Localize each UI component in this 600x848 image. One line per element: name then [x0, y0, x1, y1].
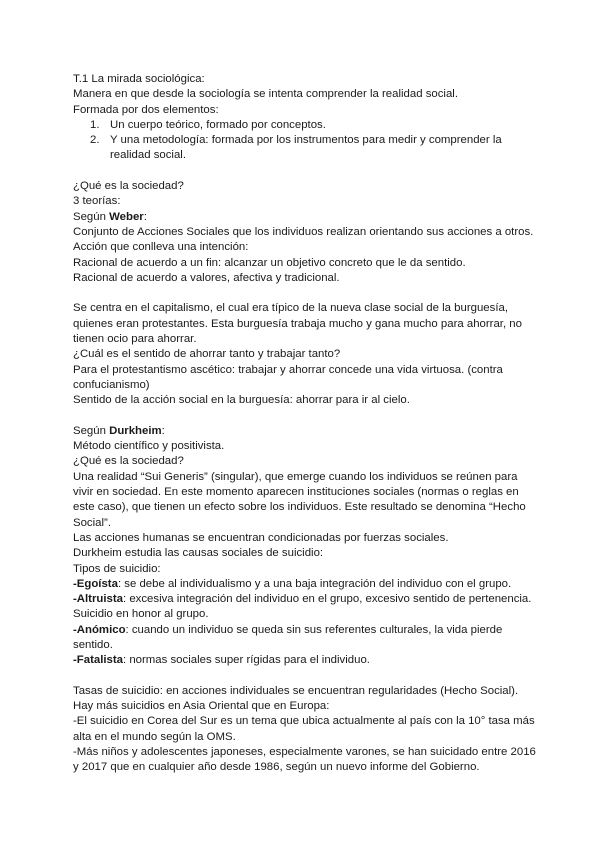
term-definition: : excesiva integración del individuo en el grupo, excesivo sentido de pertenencia. [123, 593, 532, 606]
spacer [73, 409, 529, 424]
paragraph-line: este caso), que tienen un efecto sobre los individuos. Este resultado se denomina “Hecho [73, 501, 526, 514]
spacer [73, 164, 529, 179]
term-label: -Anómico [73, 623, 126, 636]
paragraph-line: ¿Qué es la sociedad? [73, 455, 184, 468]
paragraph-line: Conjunto de Acciones Sociales que los individuos realizan orientando sus acciones a otros. [73, 225, 534, 238]
paragraph-line: Suicidio en honor al grupo. [73, 608, 209, 621]
paragraph-line: ¿Cuál es el sentido de ahorrar tanto y trabajar tanto? [73, 348, 341, 361]
paragraph-line: Manera en que desde la sociología se intenta comprender la realidad social. [73, 88, 458, 101]
paragraph-line: confucianismo) [73, 378, 150, 391]
paragraph-line: Formada por dos elementos: [73, 103, 219, 116]
paragraph-line: Hay más suicidios en Asia Oriental que en Europa: [73, 700, 330, 713]
paragraph-line: Una realidad “Sui Generis” (singular), que emerge cuando los individuos se reúnen para [73, 470, 518, 483]
term-definition: : cuando un individuo se queda sin sus referentes culturales, la vida pierde [125, 623, 503, 636]
paragraph-line: Racional de acuerdo a valores, afectiva y tradicional. [73, 271, 340, 284]
paragraph-line: Racional de acuerdo a un fin: alcanzar un objetivo concreto que le da sentido. [73, 256, 466, 269]
paragraph-line: Acción que conlleva una intención: [73, 241, 249, 254]
paragraph-line: Social”. [73, 516, 111, 529]
list-item [73, 133, 529, 164]
paragraph-line: -Más niños y adolescentes japoneses, especialmente varones, se han suicidado entre 2016 [73, 746, 536, 759]
spacer [73, 286, 529, 301]
spacer [73, 669, 529, 684]
term-label: -Altruista [73, 593, 123, 606]
paragraph-line: Tipos de suicidio: [73, 562, 161, 575]
paragraph-line: Sentido de la acción social en la burguesía: ahorrar para ir al cielo. [73, 394, 410, 407]
term-label: -Fatalista [73, 654, 124, 667]
section-title: T.1 La mirada sociológica: [73, 73, 205, 85]
list-item-text: Un cuerpo teórico, formado por conceptos. [110, 118, 326, 131]
term-definition: : se debe al individualismo y a una baja integración del individuo con el grupo. [117, 577, 512, 590]
question-heading: ¿Qué es la sociedad? [73, 180, 184, 193]
paragraph-line: y 2017 que en cualquier año desde 1986, según un nuevo informe del Gobierno. [73, 761, 480, 774]
list-item [73, 118, 529, 133]
paragraph-line: tienen ocio para ahorrar. [73, 333, 197, 346]
paragraph-line: sentido. [73, 638, 113, 651]
list-item-text: Y una metodología: formada por los instrumentos para medir y comprender la [110, 134, 502, 147]
list-number: 2. [90, 134, 100, 147]
paragraph-line: Método científico y positivista. [73, 440, 225, 453]
heading-suffix: : [143, 210, 147, 223]
durkheim-heading [73, 424, 529, 439]
numbered-list [73, 118, 529, 164]
durkheim-name: Durkheim [109, 424, 162, 437]
paragraph-line: Se centra en el capitalismo, el cual era típico de la nueva clase social de la burguesía, [73, 302, 508, 315]
suicide-type-altruista [73, 592, 532, 607]
paragraph-line: alta en el mundo según la OMS. [73, 730, 236, 743]
suicide-type-egoista [73, 577, 529, 592]
term-definition: : normas sociales super rígidas para el individuo. [123, 654, 370, 667]
heading-prefix: Según [73, 210, 110, 223]
weber-heading [73, 210, 529, 225]
suicide-type-fatalista [73, 653, 529, 668]
paragraph-line: Para el protestantismo ascético: trabajar y ahorrar concede una vida virtuosa. (contra [73, 363, 503, 376]
document-content [73, 72, 536, 776]
paragraph-line: Las acciones humanas se encuentran condicionadas por fuerzas sociales. [73, 531, 449, 544]
weber-name: Weber [109, 210, 144, 223]
paragraph-line: -El suicidio en Corea del Sur es un tema que ubica actualmente al país con la 10° tasa más [73, 715, 535, 728]
term-label: -Egoísta [73, 577, 118, 590]
list-number: 1. [90, 118, 100, 131]
suicide-type-anomico [73, 623, 529, 638]
list-item-text: realidad social. [110, 149, 186, 162]
heading-suffix: : [161, 424, 165, 437]
paragraph-line: quienes eran protestantes. Esta burguesía trabaja mucho y gana mucho para ahorrar, no [73, 317, 522, 330]
paragraph-line: vivir en sociedad. En este momento aparecen instituciones sociales (normas o reglas en [73, 486, 519, 499]
heading-prefix: Según [73, 424, 110, 437]
paragraph-line: 3 teorías: [73, 195, 121, 208]
paragraph-line: Durkheim estudia las causas sociales de suicidio: [73, 547, 324, 560]
paragraph-line: Tasas de suicidio: en acciones individuales se encuentran regularidades (Hecho Social). [73, 684, 519, 697]
